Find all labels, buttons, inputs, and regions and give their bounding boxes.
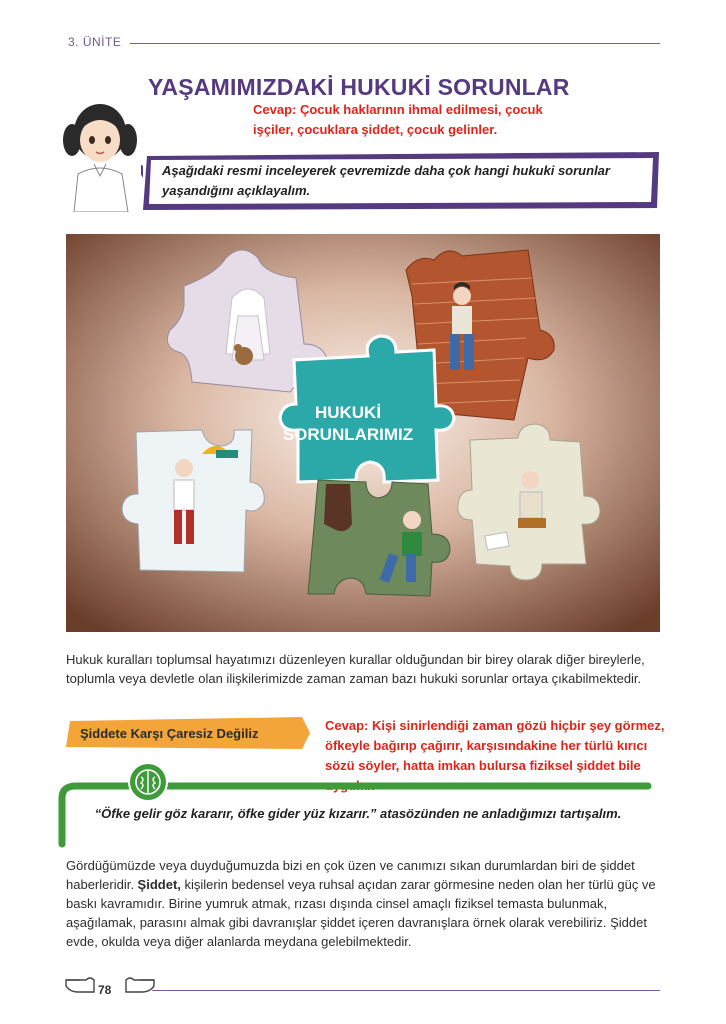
- girl-mascot-illustration: [58, 96, 142, 212]
- section-tag-title: Şiddete Karşı Çaresiz Değiliz: [80, 726, 259, 741]
- brain-icon: [128, 762, 168, 802]
- violence-paragraph-part-2: kişilerin bedensel veya ruhsal açıdan zarar görmesine neden olan her türlü güç ve baskı kavramıdır. Birine yumruk atmak, rızası dışında cinsel amaçlı fiziksel temasta bulunmak, aşağılamak, parasını almak gibi davranışlar şiddet içeren davranışlara örnek olarak verebiliriz. Şiddet evde, okulda veya diğer alanlarda meydana gelebilmektedir.: [66, 877, 656, 949]
- center-title-line-1: HUKUKİ: [314, 403, 382, 422]
- header-divider: [130, 43, 660, 44]
- violence-term: Şiddet,: [137, 877, 181, 892]
- page-number: 78: [98, 983, 112, 997]
- center-title-line-2: SORUNLARIMIZ: [282, 425, 414, 444]
- instruction-text: Aşağıdaki resmi inceleyerek çevremizde daha çok hangi hukuki sorunlar yaşandığını açıklayalım.: [162, 163, 610, 198]
- violence-paragraph-part-1: Gördüğümüzde veya duyduğumuzda bizi en çok üzen ve canımızı sıkan durumlardan biri de şiddet haberleridir.: [66, 858, 635, 892]
- puzzle-piece-violence: [308, 480, 450, 596]
- legal-problems-puzzle-illustration: [66, 234, 660, 632]
- page-title: YAŞAMIMIZDAKİ HUKUKİ SORUNLAR: [148, 74, 570, 100]
- footer-divider: [152, 990, 660, 991]
- violence-paragraph: [66, 856, 666, 951]
- puzzle-piece-working-child: [122, 430, 264, 572]
- unit-label: 3. ÜNİTE: [68, 35, 122, 49]
- puzzle-piece-kneeling-boy: [458, 424, 600, 580]
- puzzle-piece-center: [280, 336, 454, 482]
- intro-paragraph: Hukuk kuralları toplumsal hayatımızı düzenleyen kurallar olduğundan bir birey olarak diğer bireylerle, toplumla veya devletle olan ilişkilerimizde zaman zaman bazı hukuki sorunlar ortaya çıkabilmektedir.: [66, 652, 645, 686]
- answer-text-2: Cevap: Kişi sinirlendiği zaman gözü hiçbir şey görmez, öfkeyle bağırıp çağırır, karşısındakine her türlü kırıcı sözü söyler, hatta imkan bulursa fiziksel şiddet bile uygular.: [325, 718, 665, 793]
- answer-text-1: Cevap: Çocuk haklarının ihmal edilmesi, çocuk işçiler, çocuklara şiddet, çocuk gelinler.: [253, 102, 543, 137]
- proverb-prompt: “Öfke gelir göz kararır, öfke gider yüz kızarır.” atasözünden ne anladığımızı tartışalım.: [94, 806, 622, 821]
